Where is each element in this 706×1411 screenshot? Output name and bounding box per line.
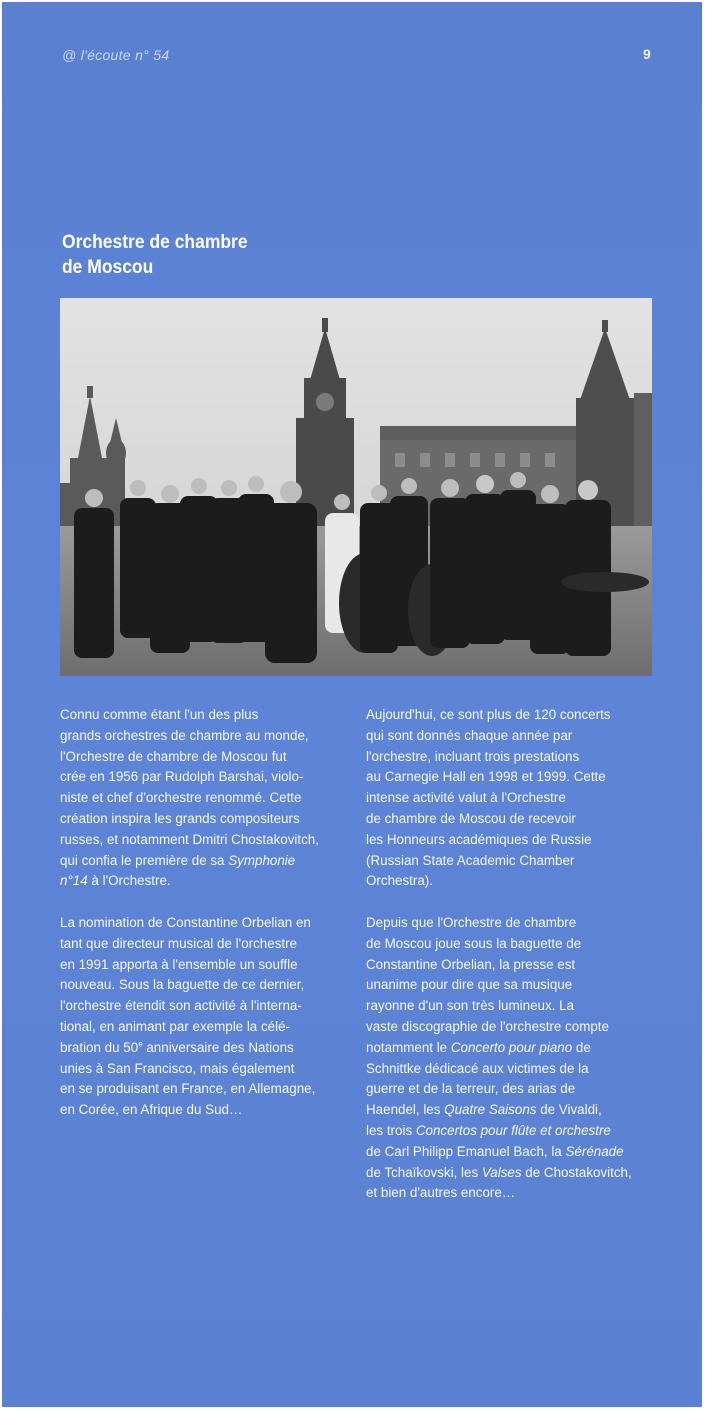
text-line [60,871,345,892]
text-line: niste et chef d'orchestre renommé. Cette [60,790,302,806]
text-line: Orchestra). [366,873,433,889]
text-run: à l'Orchestre. [87,873,171,889]
text-run: de Carl Philipp Emanuel Bach, la [366,1143,566,1159]
text-line: les Honneurs académiques de Russie [366,831,592,847]
text-line: Schnittke dédicacé aux victimes de la [366,1060,589,1076]
text-line: guerre et de la terreur, des arias de [366,1081,576,1097]
text-line [366,1142,651,1163]
text-line: crée en 1956 par Rudolph Barshai, violo- [60,769,304,785]
text-line: unanime pour dire que sa musique [366,977,573,993]
text-line: Depuis que l'Orchestre de chambre [366,914,577,930]
work-title: Valses [481,1164,522,1180]
text-line: en se produisant en France, en Allemagne, [60,1081,316,1097]
paragraph [60,913,345,1121]
text-run: Haendel, les [366,1102,445,1118]
text-line: tant que directeur musical de l'orchestre [60,935,298,951]
text-line: l'orchestre étendit son activité à l'interna- [60,998,302,1014]
article-title-line1: Orchestre de chambre [62,232,248,253]
text-column-right [366,705,651,1225]
text-line: (Russian State Academic Chamber [366,852,575,868]
publication-header: @ l'écoute n° 54 [62,47,170,63]
work-title: Sérénade [565,1143,624,1159]
text-run: notamment le [366,1039,451,1055]
text-line [60,1038,345,1059]
paragraph [366,913,651,1204]
text-line: intense activité valut à l'Orchestre [366,790,566,806]
text-line [366,1121,651,1142]
text-line [366,1100,651,1121]
text-line: l'Orchestre de chambre de Moscou fut [60,748,287,764]
work-title: Quatre Saisons [444,1102,537,1118]
text-line: création inspira les grands compositeurs [60,810,300,826]
page [2,2,702,1407]
text-line: qui sont donnés chaque année par [366,727,573,743]
text-line [366,1163,651,1184]
text-run: anniversaire des Nations [142,1039,294,1055]
text-line: au Carnegie Hall en 1998 et 1999. Cette [366,769,606,785]
work-title: Symphonie [228,852,296,868]
text-line: russes, et notamment Dmitri Chostakovitch, [60,831,319,847]
text-column-left [60,705,345,1142]
text-line [366,1038,651,1059]
text-line: unies à San Francisco, mais également [60,1060,295,1076]
text-line: de chambre de Moscou de recevoir [366,810,576,826]
text-run: bration du 50 [60,1039,139,1055]
text-line: vaste discographie de l'orchestre compte [366,1018,609,1034]
paragraph [366,705,651,892]
text-run: les trois [366,1122,416,1138]
article-title [62,230,338,280]
text-line: grands orchestres de chambre au monde, [60,727,309,743]
text-line: nouveau. Sous la baguette de ce dernier, [60,977,305,993]
text-line [60,851,345,872]
text-run: de Tchaïkovski, les [366,1164,482,1180]
orchestra-photo-illustration [60,298,652,676]
text-line: rayonne d'un son très lumineux. La [366,998,575,1014]
text-line: Constantine Orbelian, la presse est [366,956,576,972]
superscript: e [138,1039,143,1049]
work-title: Concerto pour piano [450,1039,573,1055]
orchestra-photo [60,298,652,676]
text-line: l'orchestre, incluant trois prestations [366,748,580,764]
text-line: en 1991 apporta à l'ensemble un souffle [60,956,298,972]
text-run: de Chostakovitch, [521,1164,632,1180]
text-line: en Corée, en Afrique du Sud… [60,1102,243,1118]
work-title: n°14 [60,873,88,889]
text-run: qui confia le première de sa [60,852,229,868]
text-line: et bien d'autres encore… [366,1185,516,1201]
work-title: Concertos pour flûte et orchestre [415,1122,611,1138]
text-line: Connu comme étant l'un des plus [60,707,259,722]
text-line: tional, en animant par exemple la célé- [60,1018,291,1034]
text-run: de [572,1039,591,1055]
article-title-line2: de Moscou [62,257,154,278]
text-line: de Moscou joue sous la baguette de [366,935,582,951]
paragraph [60,705,345,892]
text-line: La nomination de Constantine Orbelian en [60,914,311,930]
text-line: Aujourd'hui, ce sont plus de 120 concerts [366,707,611,722]
page-number: 9 [643,46,651,62]
text-run: de Vivaldi, [536,1102,602,1118]
